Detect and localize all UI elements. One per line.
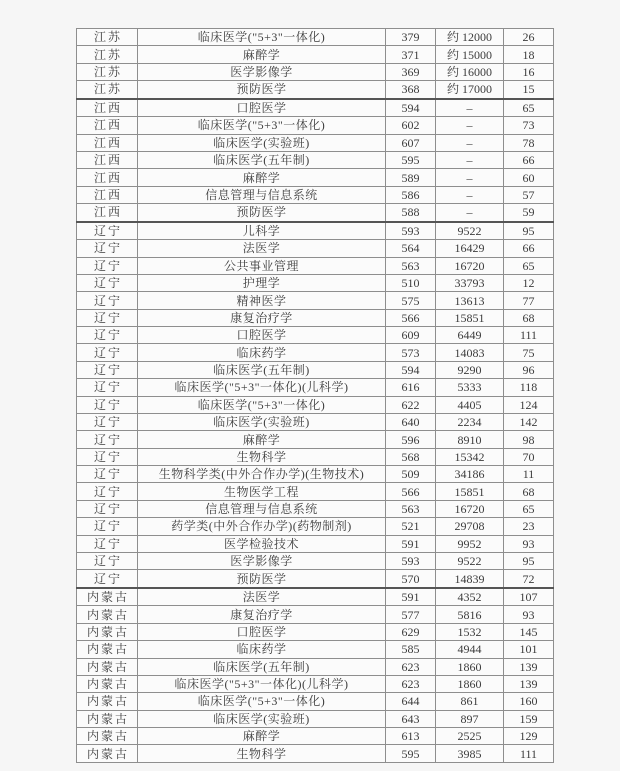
cell-province: 辽宁 [77, 483, 138, 500]
cell-extra: 66 [504, 240, 554, 257]
admission-score-table-container [76, 28, 553, 763]
cell-rank: 3985 [436, 745, 504, 763]
cell-rank: – [436, 204, 504, 222]
cell-province: 内蒙古 [77, 693, 138, 710]
cell-rank: 1860 [436, 658, 504, 675]
table-row [77, 588, 554, 606]
cell-extra: 23 [504, 518, 554, 535]
cell-score: 564 [386, 240, 436, 257]
cell-extra: 72 [504, 570, 554, 588]
cell-score: 629 [386, 623, 436, 640]
cell-extra: 139 [504, 658, 554, 675]
cell-province: 内蒙古 [77, 588, 138, 606]
cell-rank: – [436, 99, 504, 117]
cell-score: 566 [386, 309, 436, 326]
cell-rank: 约 12000 [436, 29, 504, 46]
table-row [77, 518, 554, 535]
cell-major: 口腔医学 [138, 99, 386, 117]
table-row [77, 292, 554, 309]
table-row [77, 606, 554, 623]
cell-extra: 26 [504, 29, 554, 46]
cell-major: 预防医学 [138, 81, 386, 99]
table-row [77, 361, 554, 378]
cell-rank: – [436, 151, 504, 168]
cell-rank: 9522 [436, 552, 504, 569]
cell-rank: 861 [436, 693, 504, 710]
table-row [77, 658, 554, 675]
cell-rank: – [436, 117, 504, 134]
cell-extra: 59 [504, 204, 554, 222]
cell-extra: 15 [504, 81, 554, 99]
cell-extra: 95 [504, 222, 554, 240]
table-row [77, 222, 554, 240]
table-row [77, 99, 554, 117]
cell-rank: 16720 [436, 257, 504, 274]
cell-major: 口腔医学 [138, 623, 386, 640]
cell-major: 临床医学("5+3"一体化) [138, 117, 386, 134]
cell-score: 595 [386, 745, 436, 763]
cell-rank: 15851 [436, 309, 504, 326]
cell-province: 辽宁 [77, 222, 138, 240]
cell-province: 江苏 [77, 63, 138, 80]
cell-score: 577 [386, 606, 436, 623]
table-row [77, 570, 554, 588]
cell-major: 生物科学类(中外合作办学)(生物技术) [138, 466, 386, 483]
cell-score: 586 [386, 186, 436, 203]
cell-extra: 11 [504, 466, 554, 483]
cell-score: 509 [386, 466, 436, 483]
cell-extra: 160 [504, 693, 554, 710]
cell-major: 医学检验技术 [138, 535, 386, 552]
cell-score: 607 [386, 134, 436, 151]
cell-extra: 65 [504, 99, 554, 117]
cell-score: 568 [386, 448, 436, 465]
cell-rank: 6449 [436, 327, 504, 344]
cell-extra: 107 [504, 588, 554, 606]
cell-major: 预防医学 [138, 570, 386, 588]
cell-major: 药学类(中外合作办学)(药物制剂) [138, 518, 386, 535]
table-row [77, 466, 554, 483]
cell-major: 临床药学 [138, 344, 386, 361]
table-row [77, 151, 554, 168]
table-row [77, 710, 554, 727]
cell-province: 内蒙古 [77, 675, 138, 692]
cell-rank: 13613 [436, 292, 504, 309]
cell-province: 内蒙古 [77, 606, 138, 623]
cell-province: 江西 [77, 151, 138, 168]
cell-extra: 95 [504, 552, 554, 569]
cell-rank: 5333 [436, 379, 504, 396]
cell-extra: 101 [504, 641, 554, 658]
cell-province: 江苏 [77, 46, 138, 63]
cell-province: 江西 [77, 204, 138, 222]
cell-rank: 约 15000 [436, 46, 504, 63]
cell-province: 内蒙古 [77, 710, 138, 727]
cell-province: 江西 [77, 117, 138, 134]
cell-province: 辽宁 [77, 466, 138, 483]
cell-major: 信息管理与信息系统 [138, 500, 386, 517]
cell-major: 临床医学(实验班) [138, 710, 386, 727]
cell-rank: – [436, 186, 504, 203]
cell-rank: 897 [436, 710, 504, 727]
cell-score: 643 [386, 710, 436, 727]
cell-province: 辽宁 [77, 361, 138, 378]
cell-rank: 2525 [436, 728, 504, 745]
cell-score: 613 [386, 728, 436, 745]
table-row [77, 81, 554, 99]
cell-major: 麻醉学 [138, 169, 386, 186]
cell-major: 临床医学(实验班) [138, 134, 386, 151]
cell-rank: 1860 [436, 675, 504, 692]
cell-score: 566 [386, 483, 436, 500]
cell-province: 辽宁 [77, 396, 138, 413]
cell-rank: 约 17000 [436, 81, 504, 99]
cell-score: 570 [386, 570, 436, 588]
cell-extra: 111 [504, 745, 554, 763]
cell-province: 辽宁 [77, 309, 138, 326]
cell-extra: 18 [504, 46, 554, 63]
table-row [77, 728, 554, 745]
cell-extra: 93 [504, 535, 554, 552]
cell-score: 593 [386, 552, 436, 569]
cell-major: 生物科学 [138, 448, 386, 465]
cell-extra: 159 [504, 710, 554, 727]
cell-score: 585 [386, 641, 436, 658]
cell-extra: 78 [504, 134, 554, 151]
table-row [77, 379, 554, 396]
cell-province: 内蒙古 [77, 728, 138, 745]
cell-extra: 98 [504, 431, 554, 448]
cell-score: 596 [386, 431, 436, 448]
cell-province: 辽宁 [77, 518, 138, 535]
cell-major: 康复治疗学 [138, 309, 386, 326]
table-row [77, 169, 554, 186]
table-row [77, 29, 554, 46]
cell-extra: 68 [504, 309, 554, 326]
cell-major: 麻醉学 [138, 46, 386, 63]
cell-score: 594 [386, 361, 436, 378]
cell-extra: 16 [504, 63, 554, 80]
cell-rank: 14083 [436, 344, 504, 361]
cell-extra: 142 [504, 413, 554, 430]
cell-major: 法医学 [138, 240, 386, 257]
cell-rank: 16429 [436, 240, 504, 257]
cell-major: 临床医学("5+3"一体化) [138, 693, 386, 710]
cell-province: 辽宁 [77, 292, 138, 309]
cell-score: 510 [386, 274, 436, 291]
cell-score: 589 [386, 169, 436, 186]
cell-province: 江苏 [77, 29, 138, 46]
cell-extra: 68 [504, 483, 554, 500]
cell-major: 精神医学 [138, 292, 386, 309]
cell-rank: 4944 [436, 641, 504, 658]
cell-province: 内蒙古 [77, 658, 138, 675]
cell-extra: 129 [504, 728, 554, 745]
table-row [77, 413, 554, 430]
cell-province: 辽宁 [77, 257, 138, 274]
cell-score: 563 [386, 257, 436, 274]
cell-score: 616 [386, 379, 436, 396]
cell-province: 辽宁 [77, 274, 138, 291]
cell-province: 江西 [77, 169, 138, 186]
cell-major: 护理学 [138, 274, 386, 291]
cell-major: 医学影像学 [138, 552, 386, 569]
cell-rank: 1532 [436, 623, 504, 640]
cell-major: 临床医学(五年制) [138, 361, 386, 378]
cell-extra: 145 [504, 623, 554, 640]
table-row [77, 46, 554, 63]
cell-score: 368 [386, 81, 436, 99]
cell-extra: 65 [504, 500, 554, 517]
cell-extra: 77 [504, 292, 554, 309]
cell-province: 内蒙古 [77, 745, 138, 763]
table-row [77, 274, 554, 291]
table-row [77, 483, 554, 500]
cell-score: 593 [386, 222, 436, 240]
admission-score-table-body [77, 29, 554, 763]
cell-major: 临床医学("5+3"一体化)(儿科学) [138, 379, 386, 396]
cell-province: 辽宁 [77, 570, 138, 588]
cell-score: 379 [386, 29, 436, 46]
cell-rank: 9952 [436, 535, 504, 552]
table-row [77, 257, 554, 274]
cell-rank: 2234 [436, 413, 504, 430]
cell-major: 临床医学("5+3"一体化) [138, 29, 386, 46]
cell-score: 594 [386, 99, 436, 117]
cell-rank: – [436, 134, 504, 151]
cell-rank: 9290 [436, 361, 504, 378]
table-row [77, 623, 554, 640]
cell-major: 儿科学 [138, 222, 386, 240]
cell-province: 辽宁 [77, 240, 138, 257]
cell-score: 588 [386, 204, 436, 222]
cell-major: 生物医学工程 [138, 483, 386, 500]
table-row [77, 63, 554, 80]
table-row [77, 309, 554, 326]
cell-major: 临床医学(五年制) [138, 658, 386, 675]
cell-province: 内蒙古 [77, 623, 138, 640]
cell-extra: 65 [504, 257, 554, 274]
cell-rank: 15851 [436, 483, 504, 500]
cell-province: 江苏 [77, 81, 138, 99]
cell-extra: 70 [504, 448, 554, 465]
cell-rank: 约 16000 [436, 63, 504, 80]
cell-major: 预防医学 [138, 204, 386, 222]
table-row [77, 675, 554, 692]
cell-score: 521 [386, 518, 436, 535]
cell-province: 辽宁 [77, 413, 138, 430]
cell-rank: 29708 [436, 518, 504, 535]
cell-score: 595 [386, 151, 436, 168]
cell-score: 609 [386, 327, 436, 344]
cell-rank: 4405 [436, 396, 504, 413]
cell-score: 640 [386, 413, 436, 430]
cell-rank: 33793 [436, 274, 504, 291]
cell-major: 医学影像学 [138, 63, 386, 80]
table-row [77, 745, 554, 763]
cell-major: 口腔医学 [138, 327, 386, 344]
cell-province: 辽宁 [77, 431, 138, 448]
cell-extra: 66 [504, 151, 554, 168]
cell-rank: 34186 [436, 466, 504, 483]
cell-major: 临床药学 [138, 641, 386, 658]
cell-rank: 9522 [436, 222, 504, 240]
table-row [77, 535, 554, 552]
cell-province: 辽宁 [77, 327, 138, 344]
table-row [77, 448, 554, 465]
cell-score: 591 [386, 588, 436, 606]
cell-score: 563 [386, 500, 436, 517]
cell-rank: 5816 [436, 606, 504, 623]
cell-major: 临床医学("5+3"一体化)(儿科学) [138, 675, 386, 692]
cell-score: 591 [386, 535, 436, 552]
cell-extra: 12 [504, 274, 554, 291]
cell-major: 法医学 [138, 588, 386, 606]
cell-major: 信息管理与信息系统 [138, 186, 386, 203]
cell-extra: 96 [504, 361, 554, 378]
cell-major: 康复治疗学 [138, 606, 386, 623]
cell-rank: 16720 [436, 500, 504, 517]
table-row [77, 641, 554, 658]
cell-score: 623 [386, 658, 436, 675]
cell-rank: – [436, 169, 504, 186]
table-row [77, 134, 554, 151]
table-row [77, 204, 554, 222]
table-row [77, 186, 554, 203]
cell-extra: 93 [504, 606, 554, 623]
cell-major: 生物科学 [138, 745, 386, 763]
cell-extra: 60 [504, 169, 554, 186]
cell-province: 辽宁 [77, 552, 138, 569]
cell-score: 573 [386, 344, 436, 361]
table-row [77, 117, 554, 134]
cell-major: 临床医学(五年制) [138, 151, 386, 168]
cell-extra: 124 [504, 396, 554, 413]
cell-province: 江西 [77, 134, 138, 151]
cell-rank: 14839 [436, 570, 504, 588]
cell-score: 371 [386, 46, 436, 63]
cell-province: 辽宁 [77, 379, 138, 396]
cell-extra: 111 [504, 327, 554, 344]
table-row [77, 344, 554, 361]
cell-score: 644 [386, 693, 436, 710]
cell-extra: 75 [504, 344, 554, 361]
table-row [77, 552, 554, 569]
cell-province: 辽宁 [77, 344, 138, 361]
cell-extra: 57 [504, 186, 554, 203]
table-row [77, 327, 554, 344]
admission-score-table [76, 28, 554, 763]
cell-rank: 8910 [436, 431, 504, 448]
cell-major: 公共事业管理 [138, 257, 386, 274]
cell-major: 临床医学(实验班) [138, 413, 386, 430]
cell-major: 麻醉学 [138, 431, 386, 448]
table-row [77, 240, 554, 257]
table-row [77, 431, 554, 448]
table-row [77, 693, 554, 710]
cell-score: 369 [386, 63, 436, 80]
cell-score: 575 [386, 292, 436, 309]
cell-province: 江西 [77, 186, 138, 203]
table-row [77, 396, 554, 413]
cell-score: 602 [386, 117, 436, 134]
cell-score: 623 [386, 675, 436, 692]
cell-rank: 15342 [436, 448, 504, 465]
cell-province: 辽宁 [77, 535, 138, 552]
cell-province: 辽宁 [77, 500, 138, 517]
cell-province: 江西 [77, 99, 138, 117]
cell-extra: 73 [504, 117, 554, 134]
table-row [77, 500, 554, 517]
cell-rank: 4352 [436, 588, 504, 606]
cell-extra: 139 [504, 675, 554, 692]
cell-province: 辽宁 [77, 448, 138, 465]
cell-extra: 118 [504, 379, 554, 396]
cell-major: 临床医学("5+3"一体化) [138, 396, 386, 413]
cell-major: 麻醉学 [138, 728, 386, 745]
cell-score: 622 [386, 396, 436, 413]
cell-province: 内蒙古 [77, 641, 138, 658]
